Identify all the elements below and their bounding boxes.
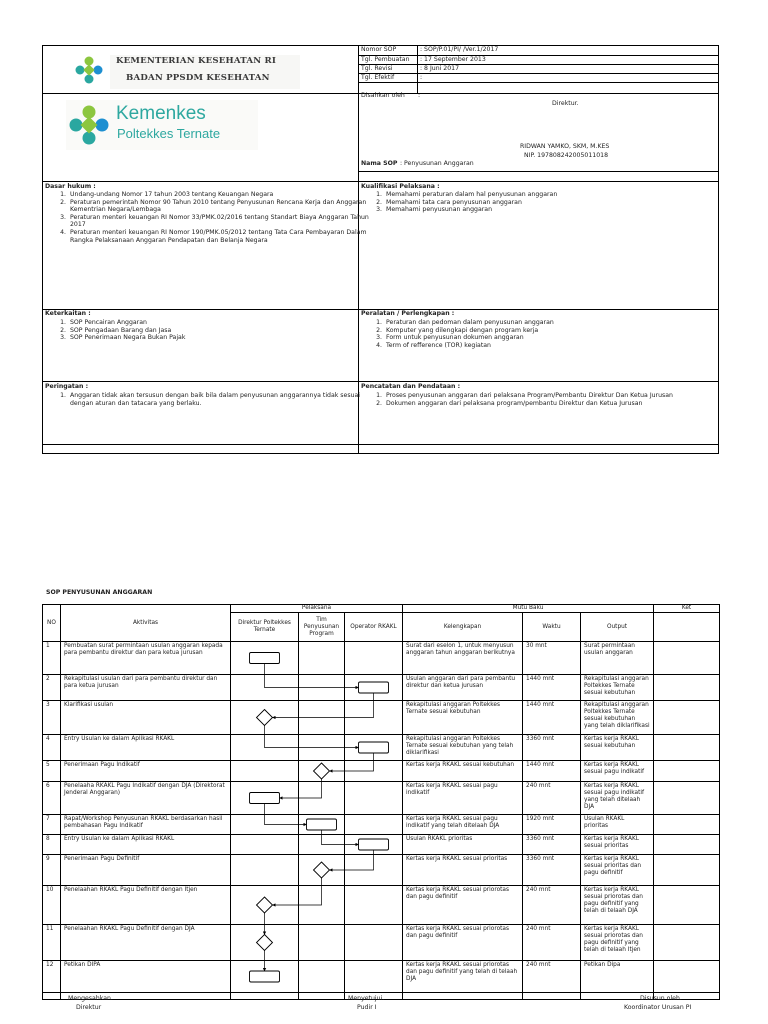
footer-right-line2: Koordinator Urusan PI <box>624 1004 692 1011</box>
meta-label-revisi: Tgl. Revisi <box>361 65 393 72</box>
row-ket <box>654 642 720 675</box>
row-kelengkapan: Kertas kerja RKAKL sesuai priorotas dan pagu definitif yang telah di telaah DJA <box>403 961 523 993</box>
lane-operator <box>345 815 403 835</box>
lane-tim <box>299 886 345 925</box>
lane-operator <box>345 886 403 925</box>
signer-name: RIDWAN YAMKO, SKM, M.KES <box>520 143 610 150</box>
row-output: Surat permintaan usulan anggaran <box>581 642 654 675</box>
row-no: 2 <box>43 675 61 701</box>
kualifikasi-list <box>360 191 734 214</box>
list-item: 1. SOP Pencairan Anggaran <box>68 319 378 327</box>
peringatan-list <box>44 392 380 407</box>
list-item: 1. Proses penyusunan anggaran dari pelaksana Program/Pembantu Direktur Dan Ketua Jurusan <box>384 392 740 400</box>
lane-tim <box>299 855 345 886</box>
lane-tim <box>299 735 345 761</box>
lane-operator <box>345 925 403 961</box>
row-aktivitas: Penelaaha RKAKL Pagu Indikatif dengan DJA (Direktorat Jenderal Anggaran) <box>61 782 231 815</box>
row-no: 7 <box>43 815 61 835</box>
meta-value-efektif: : <box>420 74 423 81</box>
agency-name: BADAN PPSDM KESEHATAN <box>126 73 270 83</box>
row-kelengkapan: Usulan RKAKL prioritas <box>403 835 523 855</box>
lane-operator <box>345 761 403 782</box>
row-waktu: 3360 mnt <box>523 735 581 761</box>
list-item: 3. Peraturan menteri keuangan RI Nomor 33/PMK.02/2016 tentang Standart Biaya Anggaran Tahun 2017 <box>68 214 382 229</box>
direktur-title: Direktur. <box>552 100 579 107</box>
kualifikasi-title: Kualifikasi Pelaksana : <box>361 183 440 190</box>
nama-sop-label: Nama SOP <box>361 160 398 167</box>
row-no: 4 <box>43 735 61 761</box>
lane-direktur <box>231 701 299 735</box>
meta-label-efektif: Tgl. Efektif <box>361 74 395 81</box>
table-row <box>43 961 720 993</box>
lane-tim <box>299 782 345 815</box>
row-waktu: 240 mnt <box>523 925 581 961</box>
row-ket <box>654 835 720 855</box>
list-item: 2. Peraturan pemerintah Nomor 90 Tahun 2010 tentang Penyusunan Rencana Kerja dan Anggaran Kementrian Negara/Lembaga <box>68 199 382 214</box>
pencatatan-title: Pencatatan dan Pendataan : <box>361 383 461 390</box>
row-no: 1 <box>43 642 61 675</box>
row-kelengkapan: Rekapitulasi anggaran Poltekkes Ternate sesuai kebutuhan yang telah diklarifikasi <box>403 735 523 761</box>
nama-sop-value: : Penyusunan Anggaran <box>400 160 474 167</box>
row-kelengkapan: Kertas kerja RKAKL sesuai pagu indikatif yang telah ditelaah DJA <box>403 815 523 835</box>
row-aktivitas: Klarifikasi usulan <box>61 701 231 735</box>
list-item: 1. Undang-undang Nomor 17 tahun 2003 tentang Keuangan Negara <box>68 191 382 199</box>
row-no: 3 <box>43 701 61 735</box>
list-item: 3. SOP Penerimaan Negara Bukan Pajak <box>68 334 378 342</box>
lane-direktur <box>231 761 299 782</box>
peringatan-title: Peringatan : <box>45 383 89 390</box>
row-aktivitas: Entry Usulan ke dalam Aplikasi RKAKL <box>61 835 231 855</box>
empty-cell <box>43 993 61 1000</box>
table-row <box>43 855 720 886</box>
row-no: 9 <box>43 855 61 886</box>
row-waktu: 1440 mnt <box>523 675 581 701</box>
list-item: 2. Dokumen anggaran dari pelaksana program/pembantu Direktur dan Ketua Jurusan <box>384 400 740 408</box>
lane-operator <box>345 835 403 855</box>
list-item: 4. Term of refference (TOR) kegiatan <box>384 342 734 350</box>
lane-direktur <box>231 961 299 993</box>
lane-direktur <box>231 675 299 701</box>
ministry-name: KEMENTERIAN KESEHATAN RI <box>116 56 277 66</box>
row-ket <box>654 855 720 886</box>
meta-value-revisi: : 8 Juni 2017 <box>420 65 460 72</box>
meta-value-nomor: : SOP/P.01/PI/ /Ver.1/2017 <box>420 46 499 53</box>
row-ket <box>654 782 720 815</box>
col-header-aktivitas: Aktivitas <box>61 605 231 642</box>
row-waktu: 1440 mnt <box>523 701 581 735</box>
row-kelengkapan: Kertas kerja RKAKL sesuai priorotas dan pagu definitif <box>403 925 523 961</box>
row-output: Kertas kerja RKAKL sesuai kebutuhan <box>581 735 654 761</box>
row-no: 8 <box>43 835 61 855</box>
row-no: 11 <box>43 925 61 961</box>
peralatan-list <box>360 319 734 349</box>
row-output: Rekapitulasi anggaran Poltekkes Ternate sesuai kebutuhan <box>581 675 654 701</box>
row-ket <box>654 701 720 735</box>
footer-left-line2: Direktur <box>76 1004 102 1011</box>
table-row <box>43 835 720 855</box>
lane-direktur <box>231 735 299 761</box>
row-ket <box>654 961 720 993</box>
lane-tim <box>299 675 345 701</box>
footer-right-line1: Disusun oleh. <box>640 995 682 1002</box>
lane-direktur <box>231 782 299 815</box>
empty-cell <box>523 993 581 1000</box>
row-aktivitas: Penelaahan RKAKL Pagu Definitif dengan Itjen <box>61 886 231 925</box>
row-kelengkapan: Rekapitulasi anggaran Poltekkes Ternate sesuai kebutuhan <box>403 701 523 735</box>
lane-tim <box>299 815 345 835</box>
table-row <box>43 675 720 701</box>
signer-nip: NIP. 197808242005011018 <box>524 152 609 159</box>
lane-tim <box>299 925 345 961</box>
list-item: 2. SOP Pengadaan Barang dan Jasa <box>68 327 378 335</box>
lane-direktur <box>231 642 299 675</box>
row-output: Petikan Dipa <box>581 961 654 993</box>
row-kelengkapan: Kertas kerja RKAKL sesuai priorotas dan pagu definitif <box>403 886 523 925</box>
row-kelengkapan: Surat dari eselon 1, untuk menyusun anggaran tahun anggaran berikutnya <box>403 642 523 675</box>
list-item: 3. Form untuk penyusunan dokumen anggaran <box>384 334 734 342</box>
lane-direktur <box>231 835 299 855</box>
lane-operator <box>345 675 403 701</box>
meta-label-pembuatan: Tgl. Pembuatan <box>361 56 410 63</box>
row-output: Usulan RKAKL prioritas <box>581 815 654 835</box>
meta-label-nomor: Nomor SOP <box>361 46 397 53</box>
row-output: Kertas kerja RKAKL sesuai priorotas dan pagu definitif yang telah di telaah Itjen <box>581 925 654 961</box>
row-ket <box>654 815 720 835</box>
col-header-mutu-baku: Mutu Baku <box>403 605 654 613</box>
row-output: Kertas kerja RKAKL sesuai priorotas dan pagu definitif yang telah di telaah DJA <box>581 886 654 925</box>
row-waktu: 1440 mnt <box>523 761 581 782</box>
brand-subtitle: Poltekkes Ternate <box>117 126 221 141</box>
row-aktivitas: Pembuatan surat permintaan usulan anggaran kepada para pembantu direktur dan para ketua jurusan <box>61 642 231 675</box>
table-row <box>43 701 720 735</box>
disahkan-colon: : <box>418 92 421 99</box>
row-aktivitas: Entry Usulan ke dalam Aplikasi RKAKL <box>61 735 231 761</box>
row-no: 6 <box>43 782 61 815</box>
row-aktivitas: Penerimaan Pagu Definitif <box>61 855 231 886</box>
row-ket <box>654 886 720 925</box>
list-item: 3. Memahami penyusunan anggaran <box>384 206 734 214</box>
row-output: Kertas kerja RKAKL sesuai pagu indikatif yang telah ditelaah DJA <box>581 782 654 815</box>
col-header-pelaksana: Pelaksana <box>231 605 403 613</box>
col-header-waktu: Waktu <box>523 613 581 642</box>
lane-direktur <box>231 886 299 925</box>
empty-cell <box>403 993 523 1000</box>
kemenkes-logo-icon <box>68 104 110 146</box>
lane-operator <box>345 701 403 735</box>
lane-direktur <box>231 855 299 886</box>
row-kelengkapan: Kertas kerja RKAKL sesuai pagu indikatif <box>403 782 523 815</box>
meta-value-pembuatan: : 17 September 2013 <box>420 56 486 63</box>
row-ket <box>654 675 720 701</box>
col-header-no: NO <box>43 605 61 642</box>
lane-tim <box>299 961 345 993</box>
lane-direktur <box>231 815 299 835</box>
dasar-hukum-title: Dasar hukum : <box>45 183 96 190</box>
row-no: 12 <box>43 961 61 993</box>
footer-left-line1: Mengesahkan. <box>68 995 113 1002</box>
row-aktivitas: Rekapitulasi usulan dari para pembantu direktur dan para ketua jurusan <box>61 675 231 701</box>
peralatan-title: Peralatan / Perlengkapan : <box>361 310 455 317</box>
col-header-kelengkapan: Kelengkapan <box>403 613 523 642</box>
list-item: 1. Memahami peraturan dalam hal penyusunan anggaran <box>384 191 734 199</box>
row-output: Kertas kerja RKAKL sesuai prioritas <box>581 835 654 855</box>
row-aktivitas: Petikan DIPA <box>61 961 231 993</box>
lane-operator <box>345 961 403 993</box>
lane-operator <box>345 735 403 761</box>
row-no: 10 <box>43 886 61 925</box>
lane-tim <box>299 761 345 782</box>
table-row <box>43 642 720 675</box>
lane-operator <box>345 782 403 815</box>
list-item: 1. Peraturan dan pedoman dalam penyusunan anggaran <box>384 319 734 327</box>
row-waktu: 240 mnt <box>523 961 581 993</box>
row-output: Rekapitulasi anggaran Poltekkes Ternate sesuai kebutuhan yang telah diklarifikasi <box>581 701 654 735</box>
row-output: Kertas kerja RKAKL sesuai prioritas dan pagu definitif <box>581 855 654 886</box>
row-aktivitas: Penerimaan Pagu Indikatif <box>61 761 231 782</box>
flow-title: SOP PENYUSUNAN ANGGARAN <box>46 589 153 596</box>
col-header-ket-empty <box>654 613 720 642</box>
row-waktu: 3360 mnt <box>523 835 581 855</box>
row-waktu: 240 mnt <box>523 886 581 925</box>
table-row <box>43 886 720 925</box>
pencatatan-list <box>360 392 740 407</box>
keterkaitan-title: Keterkaitan : <box>45 310 91 317</box>
lane-operator <box>345 855 403 886</box>
list-item: 1. Anggaran tidak akan tersusun dengan baik bila dalam penyusunan anggarannya tidak sesuai dengan aturan dan tatacara yang berlaku. <box>68 392 380 407</box>
table-row <box>43 761 720 782</box>
keterkaitan-list <box>44 319 378 342</box>
footer-mid-line2: Pudir I <box>357 1004 377 1011</box>
lane-tim <box>299 835 345 855</box>
table-row <box>43 735 720 761</box>
row-waktu: 1920 mnt <box>523 815 581 835</box>
brand-name: Kemenkes <box>116 103 206 124</box>
ministry-logo <box>74 55 104 85</box>
sop-flow-table <box>42 604 720 1000</box>
lane-tim <box>299 642 345 675</box>
empty-cell <box>299 993 345 1000</box>
col-header-ket: Ket <box>654 605 720 613</box>
row-aktivitas: Rapat/Workshop Penyusunan RKAKL berdasarkan hasil pembahasan Pagu Indikatif <box>61 815 231 835</box>
dasar-hukum-list <box>44 191 382 244</box>
row-waktu: 3360 mnt <box>523 855 581 886</box>
lane-tim <box>299 701 345 735</box>
row-kelengkapan: Kertas kerja RKAKL sesuai prioritas <box>403 855 523 886</box>
table-row <box>43 815 720 835</box>
col-header-output: Output <box>581 613 654 642</box>
col-header-direktur: Direktur Poltekkes Ternate <box>231 613 299 642</box>
lane-direktur <box>231 925 299 961</box>
footer-mid-line1: Menyetujui. <box>348 995 385 1002</box>
row-ket <box>654 761 720 782</box>
lane-operator <box>345 642 403 675</box>
list-item: 4. Peraturan menteri keuangan RI Nomor 190/PMK.05/2012 tentang Tata Cara Pembayaran Dalam Rangka Pelaksanaan Anggaran Pendapatan dan Belanja Negara <box>68 229 382 244</box>
list-item: 2. Memahami tata cara penyusunan anggaran <box>384 199 734 207</box>
row-output: Kertas kerja RKAKL sesuai pagu indikatif <box>581 761 654 782</box>
row-no: 5 <box>43 761 61 782</box>
row-ket <box>654 735 720 761</box>
row-ket <box>654 925 720 961</box>
row-waktu: 240 mnt <box>523 782 581 815</box>
col-header-operator: Operator RKAKL <box>345 613 403 642</box>
row-kelengkapan: Usulan anggaran dari para pembantu direktur dan ketua jurusan <box>403 675 523 701</box>
row-aktivitas: Penelaahan RKAKL Pagu Definitif dengan DJA <box>61 925 231 961</box>
list-item: 2. Komputer yang dilengkapi dengan program kerja <box>384 327 734 335</box>
table-row <box>43 925 720 961</box>
row-waktu: 30 mnt <box>523 642 581 675</box>
empty-cell <box>231 993 299 1000</box>
table-row <box>43 782 720 815</box>
disahkan-label: Disahkan oleh <box>361 92 405 99</box>
row-kelengkapan: Kertas kerja RKAKL sesuai kebutuhan <box>403 761 523 782</box>
col-header-tim: Tim Penyusunan Program <box>299 613 345 642</box>
